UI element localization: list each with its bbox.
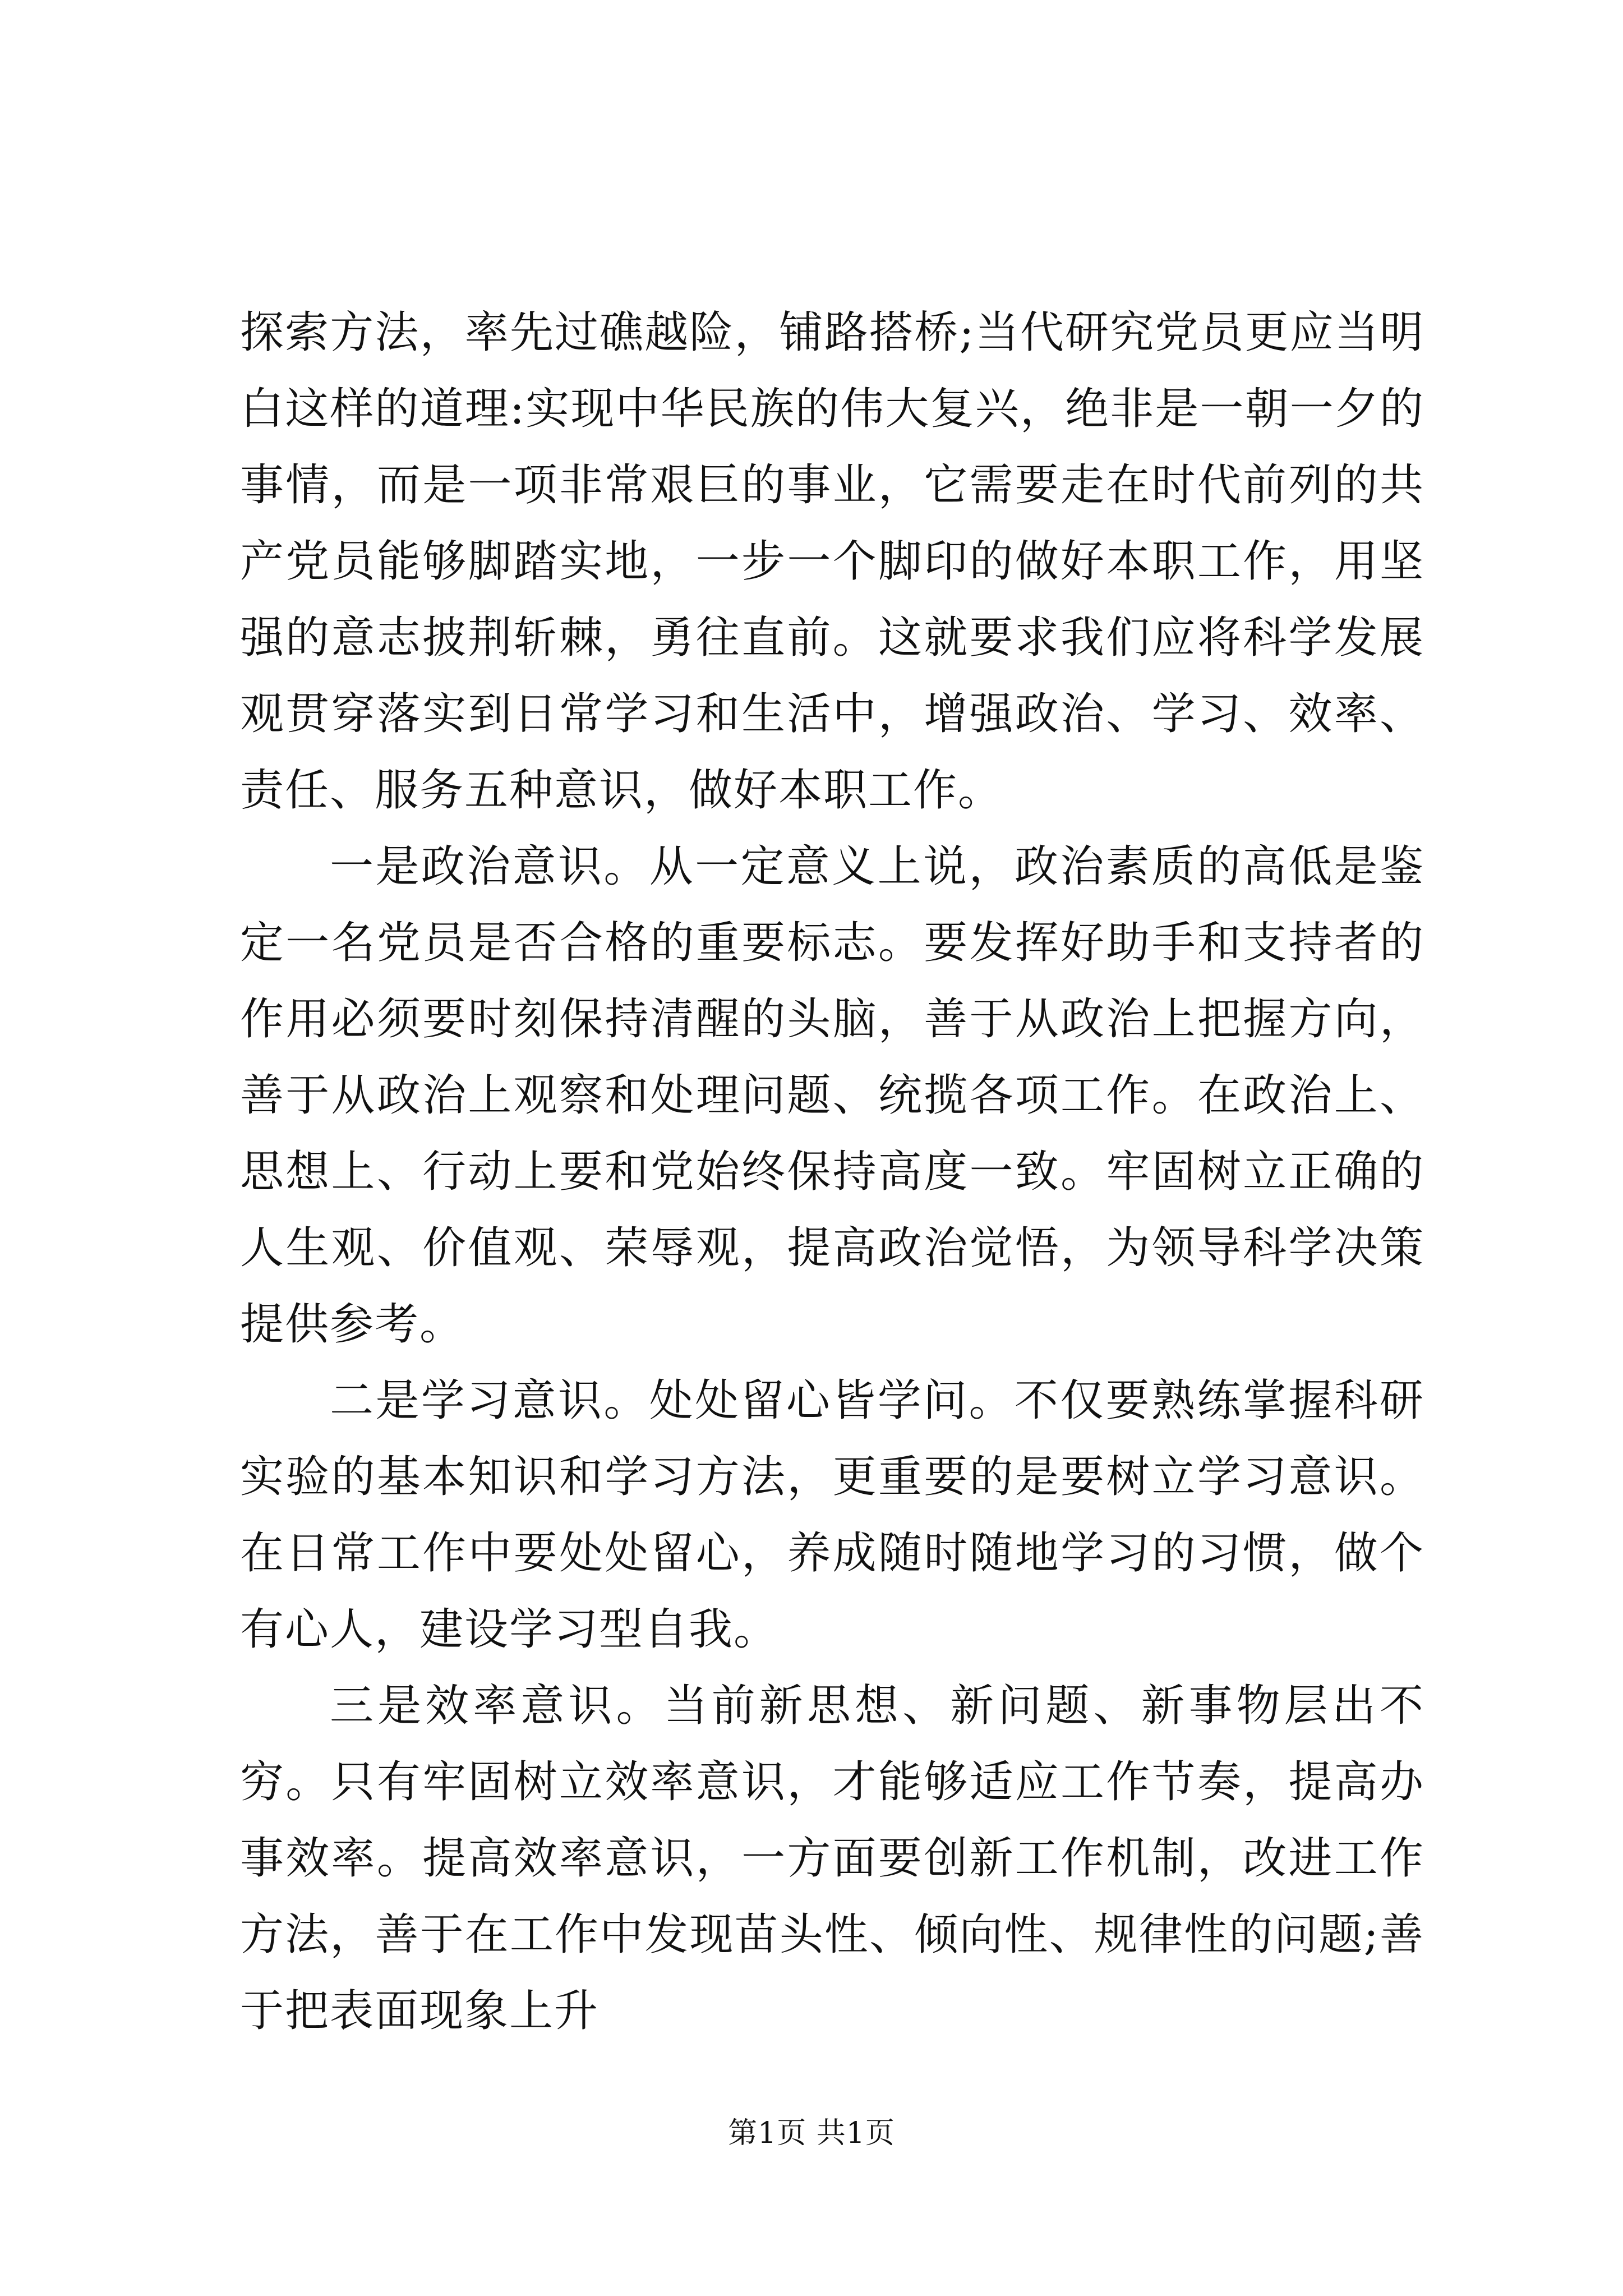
paragraph-political-awareness: 一是政治意识。从一定意义上说，政治素质的高低是鉴定一名党员是否合格的重要标志。要发挥好助手和支持者的作用必须要时刻保持清醒的头脑，善于从政治上把握方向，善于从政治上观察和处理问题、统揽各项工作。在政治上、思想上、行动上要和党始终保持高度一致。牢固树立正确的人生观、价值观、荣辱观，提高政治觉悟，为领导科学决策提供参考。 bbox=[240, 841, 1424, 1350]
paragraph-intro: 探索方法，率先过礁越险，铺路搭桥;当代研究党员更应当明白这样的道理:实现中华民族的伟大复兴，绝非是一朝一夕的事情，而是一项非常艰巨的事业，它需要走在时代前列的共产党员能够脚踏实地，一步一个脚印的做好本职工作，用坚强的意志披荆斩棘，勇往直前。这就要求我们应将科学发展观贯穿落实到日常学习和生活中，增强政治、学习、效率、责任、服务五种意识，做好本职工作。 bbox=[240, 307, 1424, 816]
paragraph-learning-awareness: 二是学习意识。处处留心皆学问。不仅要熟练掌握科研实验的基本知识和学习方法，更重要的是要树立学习意识。在日常工作中要处处留心，养成随时随地学习的习惯，做个有心人，建设学习型自我。 bbox=[240, 1375, 1424, 1655]
document-body bbox=[240, 295, 1424, 2049]
page-footer: 第1页 共1页 bbox=[728, 2116, 895, 2150]
paragraph-efficiency-awareness: 三是效率意识。当前新思想、新问题、新事物层出不穷。只有牢固树立效率意识，才能够适应工作节奏，提高办事效率。提高效率意识，一方面要创新工作机制，改进工作方法，善于在工作中发现苗头性、倾向性、规律性的问题;善于把表面现象上升 bbox=[240, 1681, 1424, 2036]
